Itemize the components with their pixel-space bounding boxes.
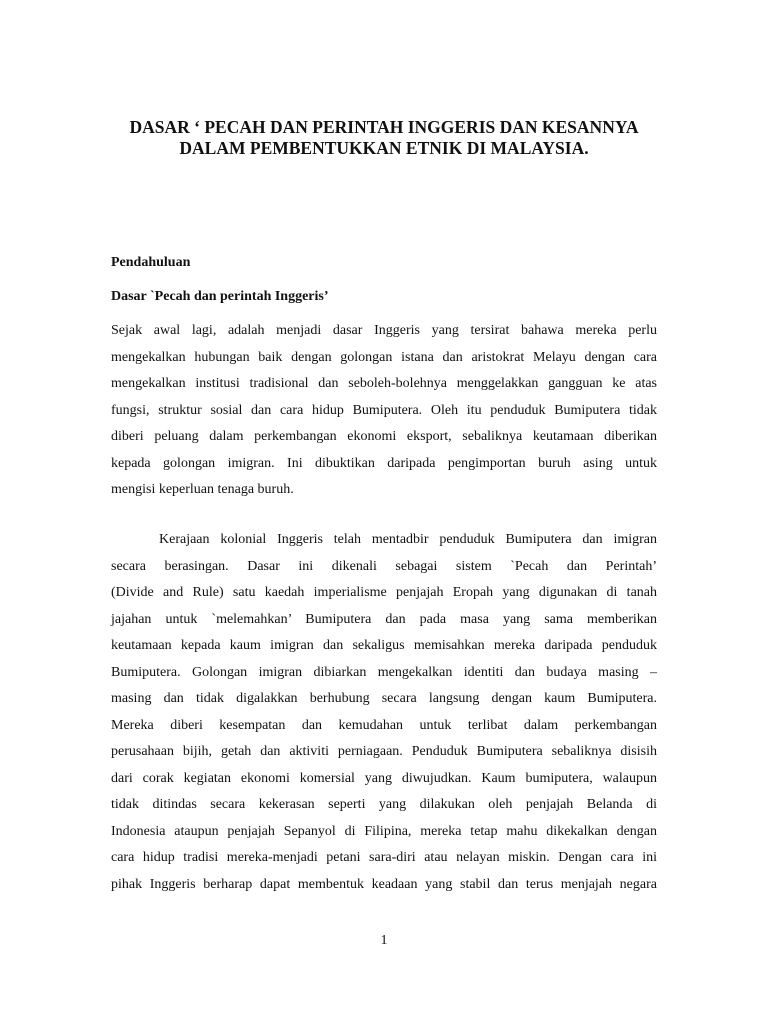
paragraph-line: Bumiputera. Golongan imigran dibiarkan mengekalkan identiti dan budaya masing – <box>111 664 657 680</box>
document-title <box>100 117 668 159</box>
paragraph-2 <box>111 527 657 898</box>
paragraph-line: Kerajaan kolonial Inggeris telah mentadbir penduduk Bumiputera dan imigran <box>159 532 657 547</box>
title-line: DASAR ‘ PECAH DAN PERINTAH INGGERIS DAN KESANNYA <box>129 117 639 137</box>
section-heading-policy: Dasar `Pecah dan perintah Inggeris’ <box>111 289 329 304</box>
title-line: DALAM PEMBENTUKKAN ETNIK DI MALAYSIA. <box>179 138 589 158</box>
paragraph-line: jajahan untuk `melemahkan’ Bumiputera dan pada masa yang sama memberikan <box>111 611 657 627</box>
paragraph-1 <box>111 318 657 504</box>
section-heading-intro: Pendahuluan <box>111 255 191 270</box>
paragraph-line: fungsi, struktur sosial dan cara hidup Bumiputera. Oleh itu penduduk Bumiputera tidak <box>111 402 657 418</box>
paragraph-line: secara berasingan. Dasar ini dikenali sebagai sistem `Pecah dan Perintah’ <box>111 558 657 574</box>
paragraph-line: keutamaan kepada kaum imigran dan sekaligus memisahkan mereka daripada penduduk <box>111 638 657 653</box>
paragraph-line: Mereka diberi kesempatan dan kemudahan untuk terlibat dalam perkembangan <box>111 717 657 733</box>
paragraph-line: pihak Inggeris berharap dapat membentuk keadaan yang stabil dan terus menjajah negara <box>111 876 657 892</box>
paragraph-line: mengisi keperluan tenaga buruh. <box>111 482 294 497</box>
paragraph-line: Indonesia ataupun penjajah Sepanyol di Filipina, mereka tetap mahu dikekalkan dengan <box>111 823 657 839</box>
paragraph-line: dari corak kegiatan ekonomi komersial yang diwujudkan. Kaum bumiputera, walaupun <box>111 770 657 786</box>
paragraph-line: Sejak awal lagi, adalah menjadi dasar Inggeris yang tersirat bahawa mereka perlu <box>111 323 657 338</box>
paragraph-line: mengekalkan hubungan baik dengan golongan istana dan aristokrat Melayu dengan cara <box>111 349 657 365</box>
paragraph-line: diberi peluang dalam perkembangan ekonomi eksport, sebaliknya keutamaan diberikan <box>111 429 657 444</box>
paragraph-line: masing dan tidak digalakkan berhubung secara langsung dengan kaum Bumiputera. <box>111 691 657 706</box>
paragraph-line: perusahaan bijih, getah dan aktiviti perniagaan. Penduduk Bumiputera sebaliknya disisih <box>111 744 657 759</box>
paragraph-line: (Divide and Rule) satu kaedah imperialisme penjajah Eropah yang digunakan di tanah <box>111 585 657 600</box>
page-number: 1 <box>380 933 388 948</box>
paragraph-line: tidak ditindas secara kekerasan seperti yang dilakukan oleh penjajah Belanda di <box>111 797 657 812</box>
paragraph-line: mengekalkan institusi tradisional dan seboleh-bolehnya menggelakkan gangguan ke atas <box>111 376 657 391</box>
paragraph-line: kepada golongan imigran. Ini dibuktikan daripada pengimportan buruh asing untuk <box>111 455 657 471</box>
paragraph-line: cara hidup tradisi mereka-menjadi petani sara-diri atau nelayan miskin. Dengan cara ini <box>111 850 657 865</box>
